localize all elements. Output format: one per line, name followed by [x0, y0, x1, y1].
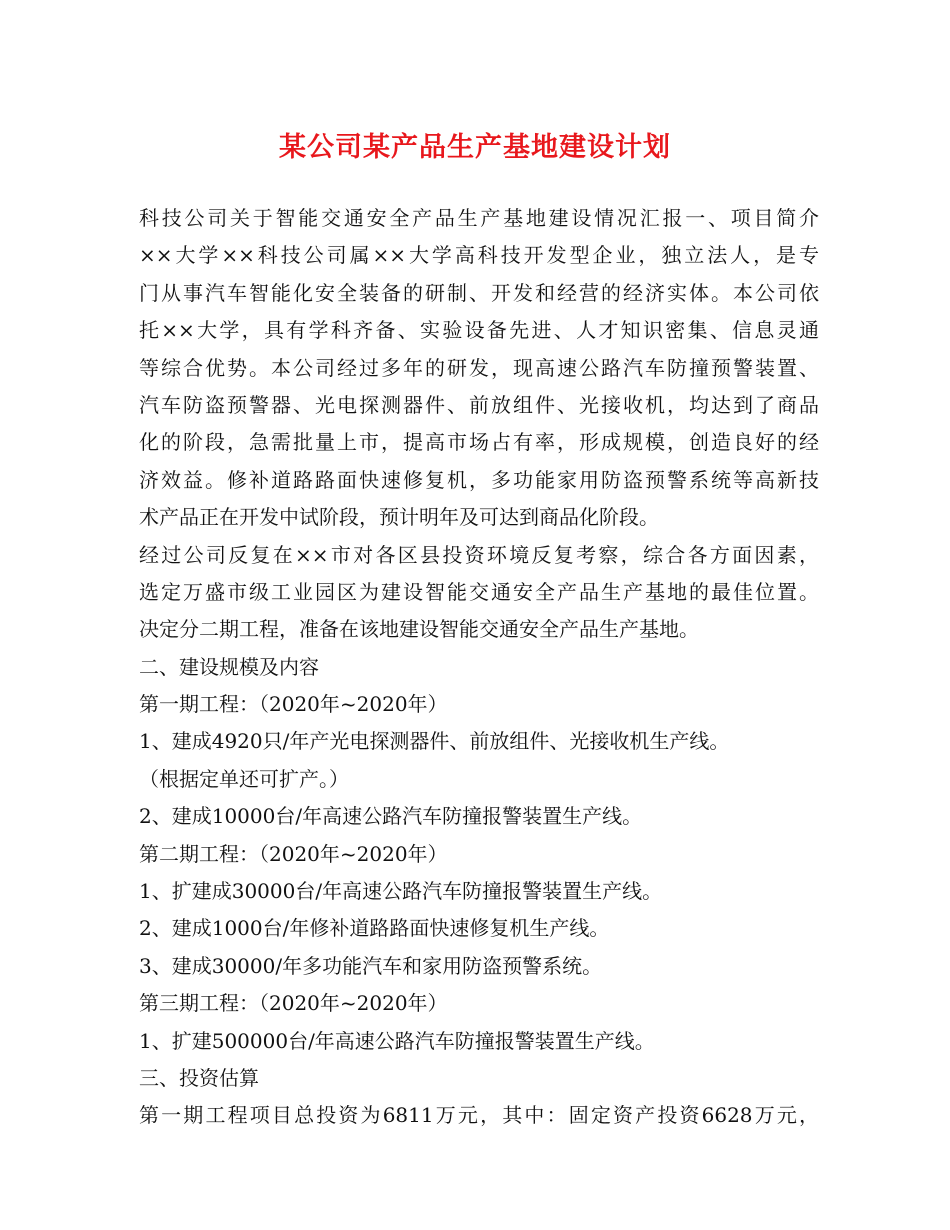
text-line: 经过公司反复在××市对各区县投资环境反复考察，综合各方面因素，	[139, 542, 819, 567]
list-item: 2、建成1000台/年修补道路路面快速修复机生产线。	[139, 916, 610, 941]
text-line: 决定分二期工程，准备在该地建设智能交通安全产品生产基地。	[139, 617, 699, 642]
list-item: 1、扩建成30000台/年高速公路汽车防撞报警装置生产线。	[139, 879, 663, 904]
phase-heading: 第二期工程：（2020年~2020年）	[139, 841, 448, 866]
text-line: 等综合优势。本公司经过多年的研发，现高速公路汽车防撞预警装置、	[139, 355, 819, 380]
list-item: 3、建成30000/年多功能汽车和家用防盗预警系统。	[139, 953, 603, 978]
document-body	[139, 200, 819, 1135]
phase-heading: 第三期工程：（2020年~2020年）	[139, 991, 448, 1016]
section-heading: 二、建设规模及内容	[139, 654, 319, 679]
text-line: 化的阶段，急需批量上市，提高市场占有率，形成规模，创造良好的经	[139, 430, 819, 455]
document-title: 某公司某产品生产基地建设计划	[279, 132, 671, 163]
text-line: 济效益。修补道路路面快速修复机，多功能家用防盗预警系统等高新技	[139, 467, 819, 492]
text-line: 汽车防盗预警器、光电探测器件、前放组件、光接收机，均达到了商品	[139, 392, 819, 417]
list-item: 1、扩建500000台/年高速公路汽车防撞报警装置生产线。	[139, 1028, 655, 1053]
list-item: 2、建成10000台/年高速公路汽车防撞报警装置生产线。	[139, 804, 643, 829]
text-line: 选定万盛市级工业园区为建设智能交通安全产品生产基地的最佳位置。	[139, 579, 819, 604]
text-line: 第一期工程项目总投资为6811万元，其中：固定资产投资6628万元，	[139, 1103, 819, 1128]
text-line: 术产品正在开发中试阶段，预计明年及可达到商品化阶段。	[139, 505, 659, 530]
list-item: 1、建成4920只/年产光电探测器件、前放组件、光接收机生产线。	[139, 729, 730, 754]
section-heading: 三、投资估算	[139, 1065, 259, 1090]
text-line: （根据定单还可扩产。）	[139, 766, 349, 791]
text-line: 门从事汽车智能化安全装备的研制、开发和经营的经济实体。本公司依	[139, 280, 819, 305]
text-line: ××大学××科技公司属××大学高科技开发型企业，独立法人，是专	[139, 243, 819, 268]
text-line: 托××大学，具有学科齐备、实验设备先进、人才知识密集、信息灵通	[139, 318, 819, 343]
phase-heading: 第一期工程：（2020年~2020年）	[139, 692, 448, 717]
text-line: 科技公司关于智能交通安全产品生产基地建设情况汇报一、项目简介	[139, 206, 819, 230]
